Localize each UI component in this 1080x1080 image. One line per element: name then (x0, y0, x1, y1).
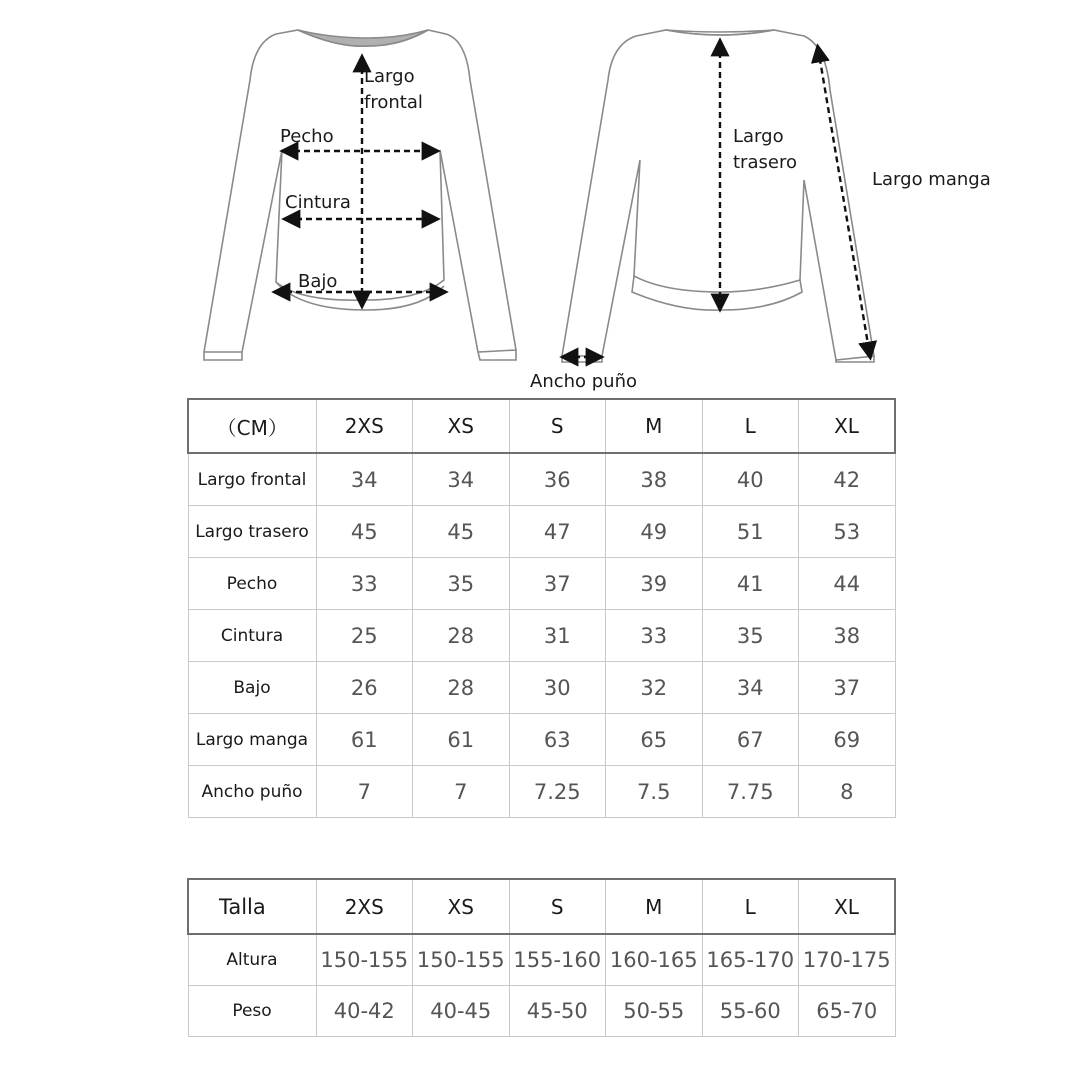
table-row (188, 662, 895, 714)
size-header: L (702, 399, 799, 453)
cell-value: 150-155 (316, 934, 413, 986)
table-row (188, 986, 895, 1037)
cell-value: 155-160 (509, 934, 606, 986)
cell-value: 37 (509, 558, 606, 610)
cell-value: 150-155 (413, 934, 510, 986)
cell-value: 40 (702, 453, 799, 506)
cell-value: 41 (702, 558, 799, 610)
cell-value: 55-60 (702, 986, 799, 1037)
label-pecho: Pecho (280, 126, 334, 147)
cell-value: 28 (413, 610, 510, 662)
size-header: L (702, 879, 799, 934)
label-cintura: Cintura (285, 192, 351, 213)
largo-manga-arrow (818, 48, 870, 356)
cell-value: 45 (413, 506, 510, 558)
cell-value: 67 (702, 714, 799, 766)
cell-value: 165-170 (702, 934, 799, 986)
size-header: XL (799, 879, 896, 934)
size-header: M (606, 399, 703, 453)
table-row (188, 934, 895, 986)
cell-value: 38 (799, 610, 896, 662)
cell-value: 35 (702, 610, 799, 662)
label-largo-frontal: Largo frontal (364, 66, 423, 113)
table-row (188, 558, 895, 610)
cell-value: 7.25 (509, 766, 606, 818)
cell-value: 30 (509, 662, 606, 714)
cell-value: 49 (606, 506, 703, 558)
cell-value: 170-175 (799, 934, 896, 986)
cell-value: 44 (799, 558, 896, 610)
cell-value: 61 (413, 714, 510, 766)
size-header: S (509, 399, 606, 453)
row-label: Bajo (188, 662, 316, 714)
cell-value: 7 (413, 766, 510, 818)
row-label: Largo trasero (188, 506, 316, 558)
cell-value: 53 (799, 506, 896, 558)
cell-value: 45-50 (509, 986, 606, 1037)
cell-value: 40-45 (413, 986, 510, 1037)
table-row (188, 714, 895, 766)
table-row (188, 453, 895, 506)
row-label: Pecho (188, 558, 316, 610)
label-largo-trasero: Largo trasero (733, 126, 797, 173)
cell-value: 33 (606, 610, 703, 662)
table-row (188, 766, 895, 818)
label-bajo: Bajo (298, 271, 338, 292)
row-label: Altura (188, 934, 316, 986)
cell-value: 25 (316, 610, 413, 662)
cell-value: 65 (606, 714, 703, 766)
cell-value: 160-165 (606, 934, 703, 986)
cell-value: 69 (799, 714, 896, 766)
cell-value: 50-55 (606, 986, 703, 1037)
cell-value: 7.75 (702, 766, 799, 818)
cell-value: 61 (316, 714, 413, 766)
size-header: 2XS (316, 879, 413, 934)
front-shirt-outline (204, 30, 516, 360)
cell-value: 39 (606, 558, 703, 610)
size-header: XL (799, 399, 896, 453)
cell-value: 32 (606, 662, 703, 714)
cell-value: 35 (413, 558, 510, 610)
cell-value: 33 (316, 558, 413, 610)
cell-value: 51 (702, 506, 799, 558)
cell-value: 7.5 (606, 766, 703, 818)
cell-value: 65-70 (799, 986, 896, 1037)
garment-illustration (0, 0, 1080, 395)
label-largo-manga: Largo manga (872, 169, 991, 190)
row-label: Largo frontal (188, 453, 316, 506)
cell-value: 45 (316, 506, 413, 558)
label-ancho-puno: Ancho puño (530, 371, 638, 392)
size-header: M (606, 879, 703, 934)
table-header-row (188, 399, 895, 453)
measurement-table (187, 398, 896, 818)
table-header-row (188, 879, 895, 934)
cell-value: 40-42 (316, 986, 413, 1037)
cell-value: 47 (509, 506, 606, 558)
cell-value: 8 (799, 766, 896, 818)
garment-diagram (0, 0, 1080, 395)
cell-value: 38 (606, 453, 703, 506)
row-label: Cintura (188, 610, 316, 662)
cell-value: 26 (316, 662, 413, 714)
size-header: S (509, 879, 606, 934)
size-header: XS (413, 399, 510, 453)
cell-value: 28 (413, 662, 510, 714)
size-header: XS (413, 879, 510, 934)
unit-header: （CM） (188, 399, 316, 453)
row-label: Largo manga (188, 714, 316, 766)
cell-value: 7 (316, 766, 413, 818)
row-label: Peso (188, 986, 316, 1037)
table-row (188, 506, 895, 558)
size-header: 2XS (316, 399, 413, 453)
back-shirt-outline (562, 30, 874, 362)
size-guide-table (187, 878, 896, 1037)
cell-value: 42 (799, 453, 896, 506)
cell-value: 34 (702, 662, 799, 714)
cell-value: 63 (509, 714, 606, 766)
cell-value: 36 (509, 453, 606, 506)
talla-header: Talla (188, 879, 316, 934)
table-row (188, 610, 895, 662)
cell-value: 34 (413, 453, 510, 506)
cell-value: 34 (316, 453, 413, 506)
row-label: Ancho puño (188, 766, 316, 818)
cell-value: 37 (799, 662, 896, 714)
cell-value: 31 (509, 610, 606, 662)
